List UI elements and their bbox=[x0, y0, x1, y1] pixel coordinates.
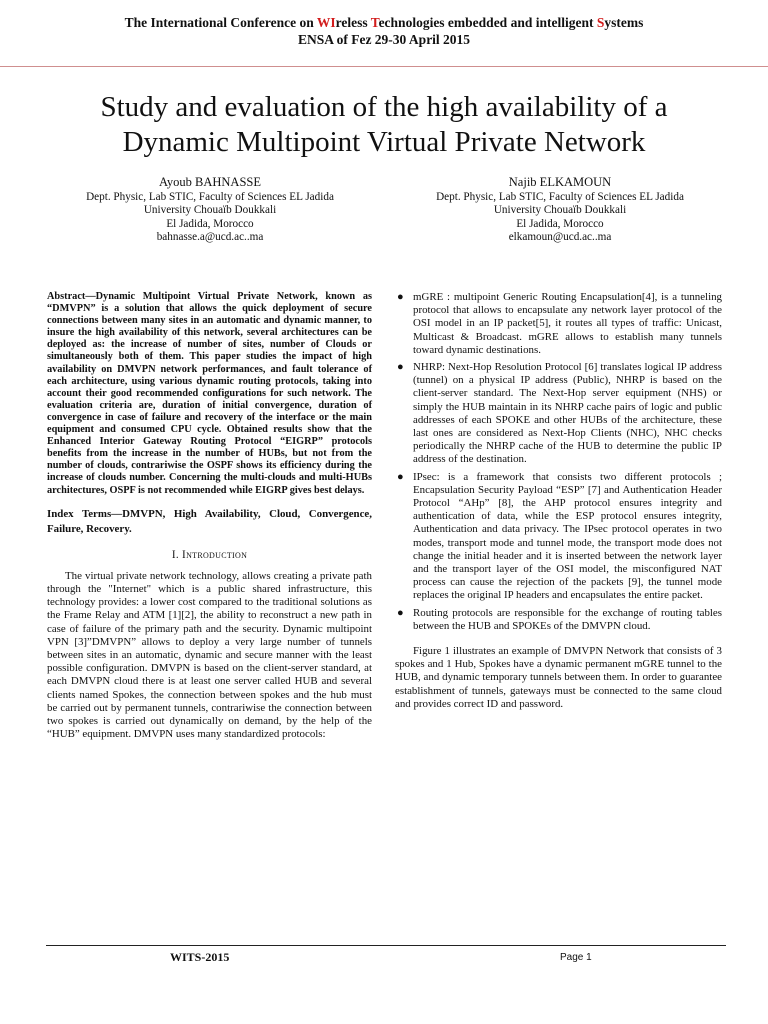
list-item-text: mGRE : multipoint Generic Routing Encapsulation[4], is a tunneling protocol that allows to encapsulate any network layer protocol of the OSI model in an IP packet[5], it routes all types of traffic: Unicast, Multicast & Broadcast. mGRE allows to establish many tunnels toward dynamic destinations. bbox=[413, 291, 722, 356]
left-column bbox=[47, 291, 372, 741]
conf-part: reless bbox=[335, 15, 371, 30]
bullet-icon: ● bbox=[397, 361, 404, 374]
author-email: bahnasse.a@ucd.ac..ma bbox=[156, 230, 264, 243]
title-line-2: Dynamic Multipoint Virtual Private Network bbox=[122, 126, 646, 158]
figure-paragraph: Figure 1 illustrates an example of DMVPN Network that consists of 3 spokes and 1 Hub, Spokes have a dynamic permanent mGRE tunnel to the HUB, and dynamic temporary tunnels between them. In order to guarantee establishment of tunnels, gateways must be connected to the same cloud and provides correct ID and password. bbox=[395, 645, 722, 710]
author-name: Najib ELKAMOUN bbox=[508, 175, 612, 189]
author-email: elkamoun@ucd.ac..ma bbox=[508, 230, 612, 243]
footer-divider bbox=[46, 945, 726, 946]
title-line-1: Study and evaluation of the high availability of a bbox=[100, 91, 668, 123]
abstract: Abstract—Dynamic Multipoint Virtual Private Network, known as “DMVPN” is a solution that allows the quick deployment of secure connections between many sites in an automatic and dynamic manner, to insure the high availability of this network, several architectures can be deployed as: the increase of number of sites, number of Clouds or simultaneously both of them. This paper studies the impact of high availability on DMVPN network performances, and fault tolerance of each architecture, using various dynamic routing protocols, taking into account their good recommended configurations for such network. The evaluation criteria are, duration of initial convergence, duration of convergence in case of failure and recovery of the interface or the main equipment and consumed CPU cycle. Obtained results show that the Enhanced Interior Gateway Routing Protocol “EIGRP” protocols benefits from the increase in the number of HUBs, but not from the number of clouds, contrariwise the OSPF shows its efficiency during the increase of clouds number. Concerning the multi-clouds and multi-HUBs architectures, OSPF is not recommended while EIGRP gives best delays. bbox=[47, 291, 372, 496]
list-item bbox=[395, 291, 722, 357]
author-block-1 bbox=[45, 176, 375, 244]
paper-title bbox=[40, 90, 728, 160]
bullet-icon: ● bbox=[397, 606, 404, 619]
author-city: El Jadida, Morocco bbox=[516, 217, 604, 230]
author-university: University Chouaïb Doukkali bbox=[143, 204, 277, 217]
protocol-list bbox=[395, 291, 722, 633]
list-item bbox=[395, 471, 722, 603]
conference-name bbox=[0, 14, 768, 31]
bullet-icon: ● bbox=[397, 291, 404, 303]
list-item bbox=[395, 361, 722, 467]
footer-conference: WITS-2015 bbox=[170, 950, 230, 964]
list-item bbox=[395, 607, 722, 633]
intro-paragraph: The virtual private network technology, allows creating a private path through the "Internet" which is a public shared infrastructure, this technology provides: a lower cost compared to the traditional solutions as the Frame Relay and ATM [1][2], the ability to reconstruct a new path in case of failure of the primary path and the security. Dynamic multipoint VPN [3]”DMVPN” allows to deploy a very large number of tunnels between sites in an automatic, dynamic and secure manner with the least possible configuration. DMVPN is based on the client-server standard, at each DMVPN cloud there is at least one server called HUB and several clients named Spokes, the connection between spokes and the hub must be carried out by permanent tunnels, contrariwise the connection between two spokes is carried out dynamically on demand, by the help of the “HUB” equipment. DMVPN uses many standardized protocols: bbox=[47, 569, 372, 741]
list-item-text: NHRP: Next-Hop Resolution Protocol [6] translates logical IP address (tunnel) on a physical IP address (Public), NHRP is based on the client-server standard. The Next-Hop server equipment (NHS) or simply the HUB maintain in its NHRP cache pairs of logic and public addresses of each SPOKE and other HUBs of the architecture, these last ones are considered as Next-Hop Clients (NHC), NHC checks periodically the NHRP cache of the HUB to determine the public IP address of the destination. bbox=[413, 361, 722, 466]
author-dept: Dept. Physic, Lab STIC, Faculty of Sciences EL Jadida bbox=[86, 191, 334, 204]
list-item-text: IPsec: is a framework that consists two different protocols ; Encapsulation Security Payload “ESP” [7] and Authentication Header Protocol “AHp” [8], the AHP protocol ensures integrity and authentication of data, while the ESP protocol ensures integrity, Authentication and data privacy. The IPsec protocol operates in two modes, transport mode and tunnel mode, the transport mode does not change the initial header and it is inserted between the network layer and the transport layer of the OSI model, the misconfigured NAT process can cause the rejection of the packets [9], the tunnel mode replaces the original IP headers and encapsulates the entire packet. bbox=[413, 470, 722, 602]
author-dept: Dept. Physic, Lab STIC, Faculty of Sciences EL Jadida bbox=[436, 191, 684, 204]
author-city: El Jadida, Morocco bbox=[166, 217, 254, 230]
author-block-2 bbox=[395, 176, 725, 244]
conference-venue: ENSA of Fez 29-30 April 2015 bbox=[297, 32, 471, 47]
bullet-icon: ● bbox=[397, 470, 404, 483]
section-heading: I. Introduction bbox=[171, 548, 248, 561]
page-number: Page 1 bbox=[560, 952, 592, 963]
conf-part: ystems bbox=[604, 15, 644, 30]
conf-part: WI bbox=[316, 15, 336, 30]
list-item-text: Routing protocols are responsible for the exchange of routing tables between the HUB and SPOKEs of the DMVPN cloud. bbox=[413, 606, 722, 632]
conf-part: The International Conference on bbox=[124, 15, 317, 30]
conf-part: echnologies embedded and intelligent bbox=[378, 15, 597, 30]
conf-part: S bbox=[596, 15, 605, 30]
author-university: University Chouaïb Doukkali bbox=[493, 204, 627, 217]
conference-header bbox=[0, 14, 768, 48]
author-name: Ayoub BAHNASSE bbox=[159, 175, 261, 189]
conf-part: T bbox=[370, 15, 379, 30]
index-terms: Index Terms—DMVPN, High Availability, Cloud, Convergence, Failure, Recovery. bbox=[47, 507, 372, 535]
header-divider bbox=[0, 66, 768, 67]
right-column bbox=[395, 291, 722, 711]
